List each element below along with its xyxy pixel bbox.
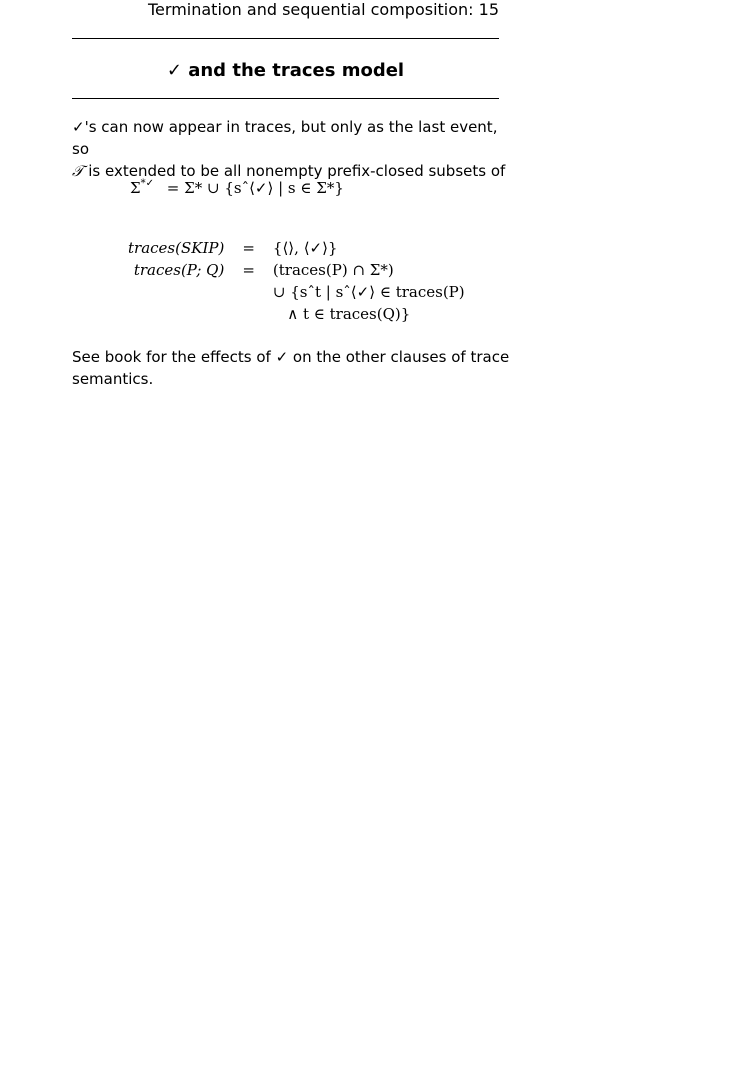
running-header: Termination and sequential composition: 15 <box>148 0 499 19</box>
equation-row <box>128 303 465 325</box>
equation-rhs: (traces(P) ∩ Σ*) <box>272 261 394 279</box>
intro-line-2-text: is extended to be all nonempty prefix-closed subsets of <box>83 162 506 180</box>
section-title: ✓ and the traces model <box>166 60 405 81</box>
sigma-lhs: Σ <box>130 179 141 197</box>
equation-row <box>128 259 465 281</box>
equation-equals: = <box>242 261 255 279</box>
equation-equals <box>242 303 273 325</box>
intro-line-1: ✓'s can now appear in traces, but only as the last event, so <box>72 118 498 158</box>
top-rule <box>72 38 499 39</box>
closing-line-1: See book for the effects of ✓ on the other clauses of trace <box>72 348 510 366</box>
closing-line-2: semantics. <box>72 370 154 388</box>
sigma-lhs-superscript: *✓ <box>140 178 154 189</box>
equation-equals <box>242 281 273 303</box>
equation-lhs <box>128 303 242 325</box>
sigma-definition <box>130 178 344 197</box>
equation-row <box>128 281 465 303</box>
sigma-rhs: = Σ* ∪ {sˆ⟨✓⟩ | s ∈ Σ*} <box>166 179 344 197</box>
equation-rhs: ∧ t ∈ traces(Q)} <box>272 305 411 323</box>
equation-lhs <box>128 281 242 303</box>
bottom-rule <box>72 98 499 99</box>
equation-rhs: {⟨⟩, ⟨✓⟩} <box>272 239 338 257</box>
intro-paragraph <box>72 116 512 182</box>
equation-lhs: traces(P; Q) <box>133 261 225 279</box>
traces-equations <box>128 237 465 325</box>
equation-rhs: ∪ {sˆt | sˆ⟨✓⟩ ∈ traces(P) <box>272 283 465 301</box>
traces-model-symbol: 𝒯 <box>72 162 84 180</box>
closing-paragraph <box>72 346 512 390</box>
equation-equals: = <box>242 239 255 257</box>
equation-row <box>128 237 465 259</box>
equation-lhs: traces(SKIP) <box>128 239 225 257</box>
